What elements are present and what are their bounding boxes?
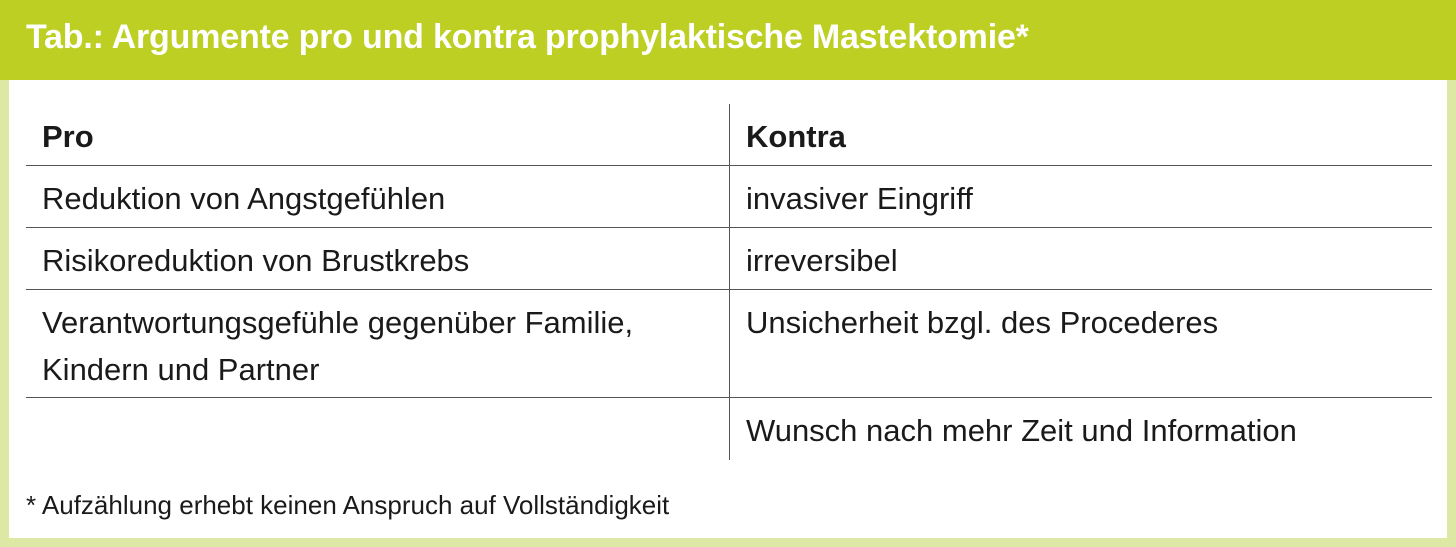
row1-kontra: invasiver Eingriff [746,181,973,216]
header-kontra: Kontra [746,119,846,154]
footnote: * Aufzählung erhebt keinen Anspruch auf Vollständigkeit [26,490,670,520]
table-title: Tab.: Argumente pro und kontra prophylaktische Mastektomie* [26,18,1029,56]
row3-kontra: Unsicherheit bzgl. des Procederes [746,305,1219,340]
title-bar [0,0,1456,80]
row4-kontra: Wunsch nach mehr Zeit und Information [746,413,1297,448]
row3-rule [26,397,1432,398]
header-pro: Pro [42,119,94,154]
row3-pro-line2: Kindern und Partner [42,352,320,387]
row2-rule [26,289,1432,290]
row2-kontra: irreversibel [746,243,898,278]
column-divider [729,104,730,460]
row1-rule [26,227,1432,228]
row1-pro: Reduktion von Angstgefühlen [42,181,446,216]
header-rule [26,165,1432,166]
row3-pro-line1: Verantwortungsgefühle gegenüber Familie, [42,305,634,340]
row2-pro: Risikoreduktion von Brustkrebs [42,243,470,278]
